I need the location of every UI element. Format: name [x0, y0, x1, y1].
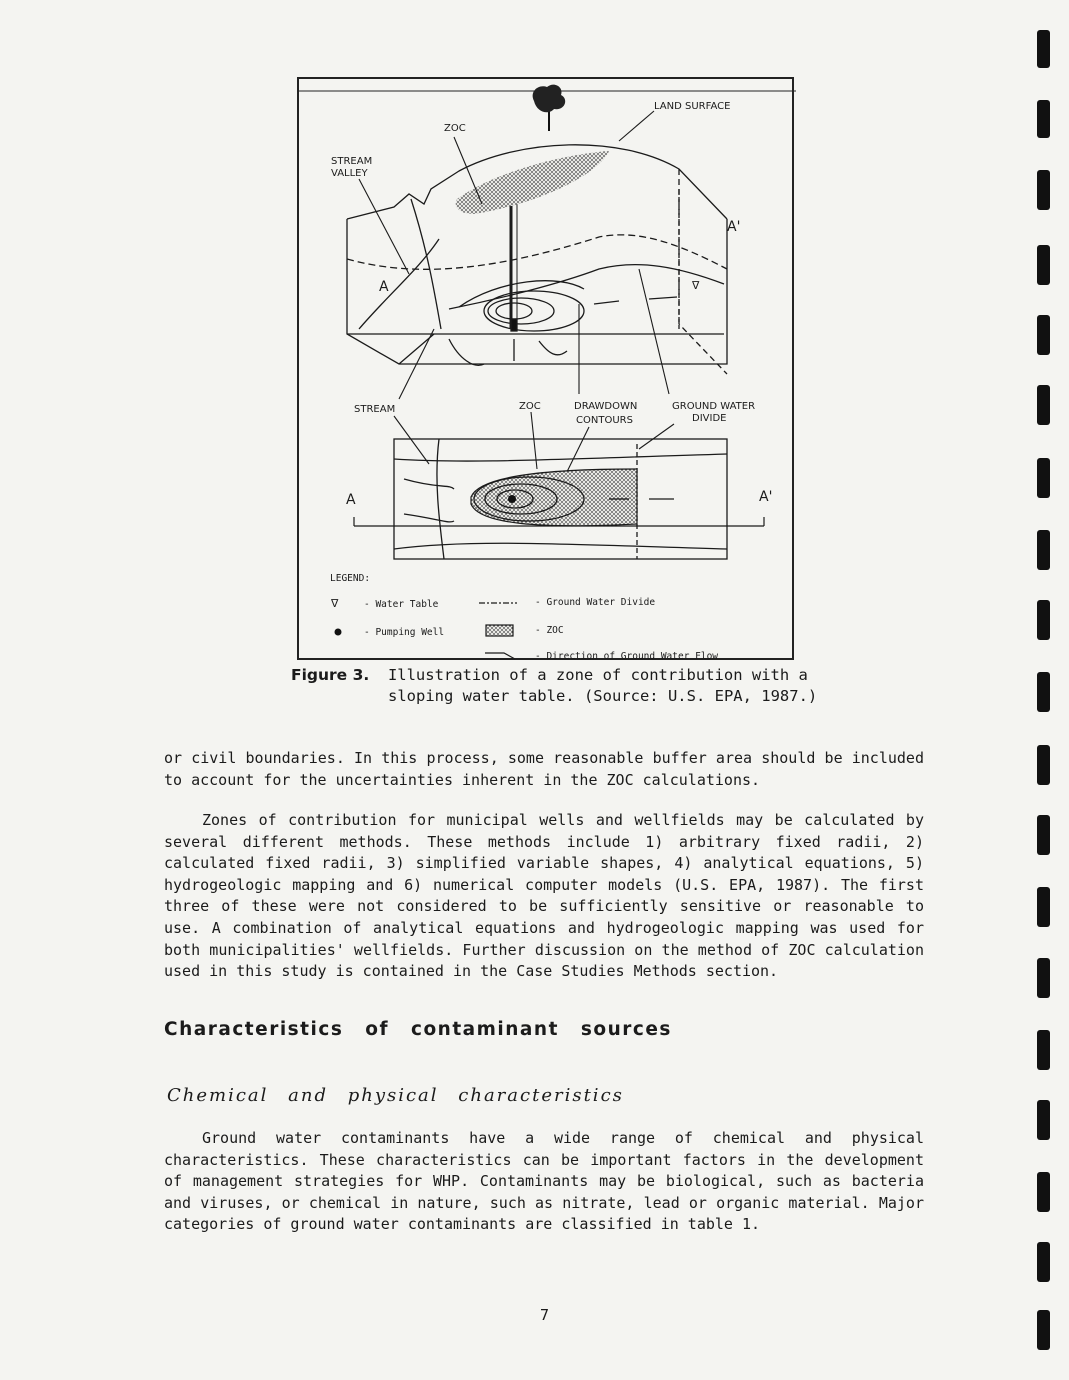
svg-text:LEGEND:: LEGEND: — [330, 573, 371, 584]
label-gw-divide-1: GROUND WATER — [672, 401, 756, 412]
section-heading: Characteristics of contaminant sources — [164, 1019, 672, 1040]
zoc-illustration — [299, 79, 796, 662]
label-zoc-top: ZOC — [444, 123, 466, 134]
svg-text:- Ground Water Divide: - Ground Water Divide — [535, 597, 656, 608]
label-drawdown-2: CONTOURS — [576, 415, 633, 426]
label-land-surface: LAND SURFACE — [654, 101, 731, 112]
figure-label: Figure 3. — [291, 666, 370, 684]
caption-line-1: Illustration of a zone of contribution with a — [387, 666, 808, 684]
label-drawdown-1: DRAWDOWN — [574, 401, 638, 412]
page-number: 7 — [540, 1306, 550, 1324]
svg-text:- ZOC: - ZOC — [535, 625, 564, 636]
label-stream-valley-2: VALLEY — [331, 168, 368, 179]
svg-text:- Direction of Ground Water Fl: - Direction of Ground Water Flow — [535, 651, 719, 662]
subsection-heading: Chemical and physical characteristics — [167, 1085, 624, 1106]
paragraph-2: Zones of contribution for municipal wells and wellfields may be calculated by several different methods. These methods include 1) arbitrary fixed radii, 2) calculated fixed radii, 3) simplified variable shapes, 4) analytical equations, 5) hydrogeologic mapping and 6) numerical computer models (U.S. EPA, 1987). The first three of these were not considered to be sufficiently sensitive or reasonable to use. A combination of analytical equations and hydrogeologic mapping was used for both municipalities' wellfields. Further discussion on the method of ZOC calculation used in this study is contained in the Case Studies Methods section. — [164, 811, 924, 981]
tree-icon — [533, 85, 566, 131]
paragraph-3: Ground water contaminants have a wide range of chemical and physical characteristics. These characteristics can be important factors in the development of management strategies for WHP. Contaminants may be biological, such as bacteria and viruses, or chemical in nature, such as nitrate, lead or organic material. Major categories of ground water contaminants are classified in table 1. — [164, 1129, 924, 1234]
label-stream: STREAM — [354, 404, 396, 415]
label-a-plan: A — [346, 492, 356, 508]
water-table-icon: ∇ — [331, 597, 339, 610]
svg-text:- Pumping Well: - Pumping Well — [364, 627, 445, 638]
zoc-shaded-region — [456, 151, 609, 214]
svg-text:- Water Table: - Water Table — [364, 599, 439, 610]
label-a-prime-plan: A' — [759, 489, 773, 505]
label-zoc-mid: ZOC — [519, 401, 541, 412]
label-a-prime-block: A' — [727, 219, 741, 235]
legend — [330, 573, 718, 662]
figure-3 — [297, 77, 794, 660]
pumping-well-icon — [335, 629, 342, 636]
caption-line-2: sloping water table. (Source: U.S. EPA, 1987.) — [388, 687, 818, 705]
paragraph-1: or civil boundaries. In this process, some reasonable buffer area should be included to account for the uncertainties inherent in the ZOC calculations. — [164, 749, 924, 789]
zoc-swatch-icon — [486, 625, 513, 636]
label-gw-divide-2: DIVIDE — [692, 413, 727, 424]
svg-text:∇: ∇ — [692, 279, 700, 292]
label-stream-valley-1: STREAM — [331, 156, 373, 167]
label-a-block: A — [379, 279, 389, 295]
pumping-well-plan — [508, 495, 516, 503]
flow-arrow-icon — [485, 653, 515, 659]
